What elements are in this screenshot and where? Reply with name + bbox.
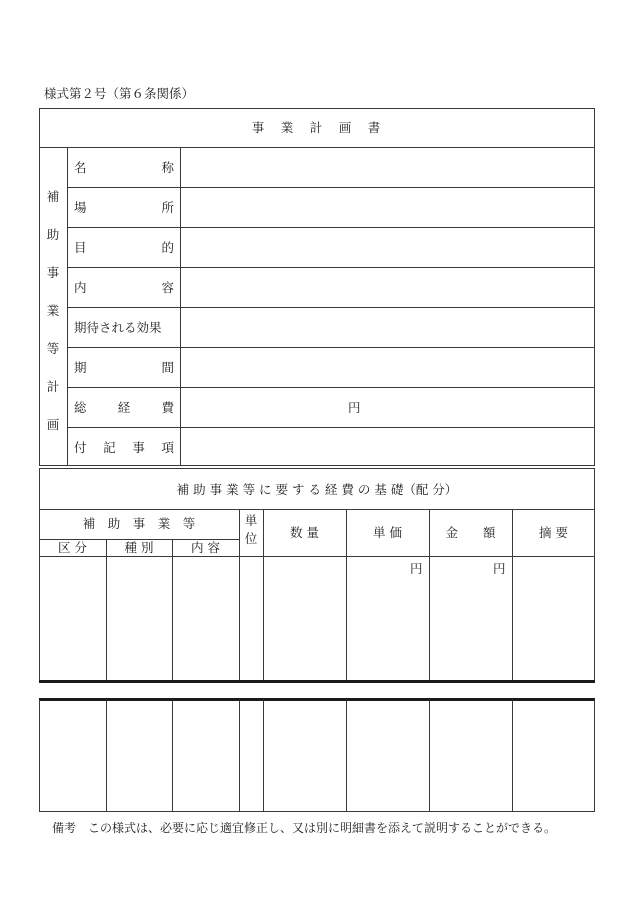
header-unit-price: 単 価: [373, 525, 402, 540]
amount-yen: 円: [493, 561, 506, 576]
header-category: 区 分: [58, 540, 87, 555]
form-title: 事 業 計 画 書: [251, 120, 383, 135]
header-quantity: 数 量: [290, 525, 319, 540]
header-type: 種 別: [124, 540, 154, 555]
total-cost-yen: 円: [348, 400, 361, 415]
cost-table-title: 補 助 事 業 等 に 要 す る 経 費 の 基 礎（配 分）: [176, 482, 458, 497]
row-label-purpose: 目 的: [74, 240, 174, 255]
header-amount: 金 額: [445, 525, 496, 540]
table-break-line-top: [39, 680, 595, 683]
header-subsidy-project: 補 助 事 業 等: [82, 516, 196, 531]
plan-side-label: 補助事業等計画: [46, 189, 60, 432]
row-label-expected-effect: 期待される効果: [74, 320, 162, 335]
row-label-content: 内 容: [74, 280, 174, 295]
row-label-total-cost: 総 経 費: [74, 400, 174, 415]
row-label-name: 名 称: [74, 160, 174, 175]
row-label-place: 場 所: [74, 200, 174, 215]
header-remarks: 摘 要: [539, 525, 568, 540]
unit-price-yen: 円: [410, 561, 423, 576]
row-label-notes: 付 記 事 項: [74, 440, 174, 455]
header-unit: 単位: [244, 513, 258, 546]
form-number-label: 様式第２号（第６条関係）: [44, 86, 195, 101]
header-detail: 内 容: [191, 540, 220, 555]
row-label-period: 期 間: [74, 360, 174, 375]
form-note: 備考 この様式は、必要に応じ適宜修正し、又は別に明細書を添えて説明することができる。: [52, 821, 557, 835]
